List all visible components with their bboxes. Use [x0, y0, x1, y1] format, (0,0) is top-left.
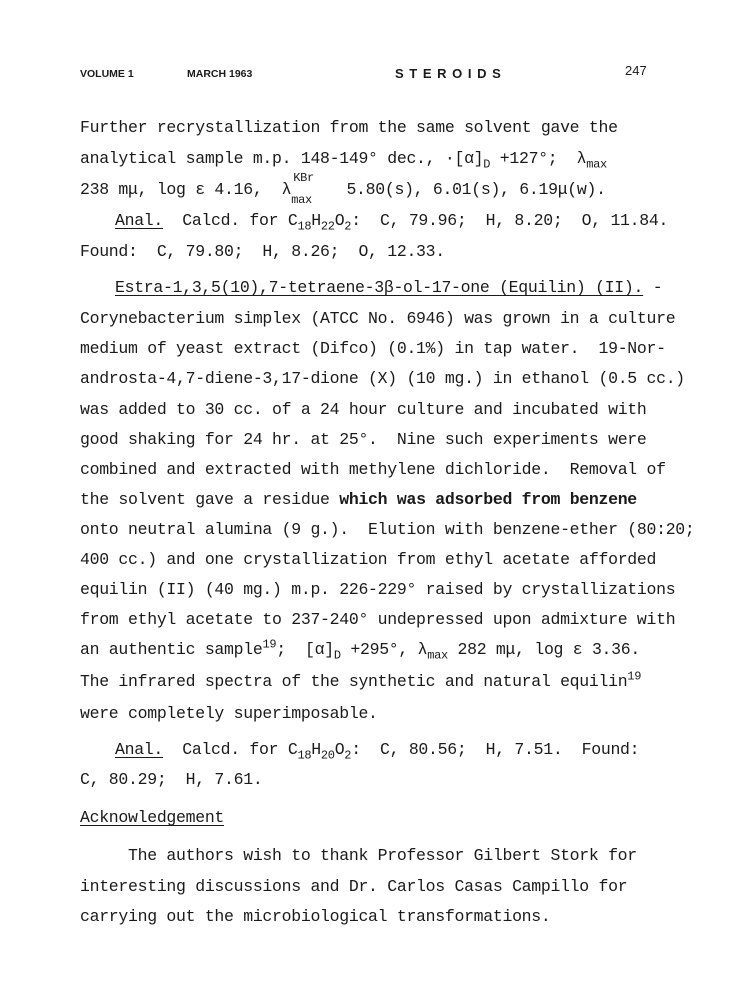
equilin-line2: medium of yeast extract (Difco) (0.1%) in tap water. 19-Nor- — [80, 339, 666, 358]
equilin-line8: onto neutral alumina (9 g.). Elution with benzene-ether (80:20; — [80, 520, 695, 539]
ack-line3: carrying out the microbiological transformations. — [80, 907, 551, 926]
date-label: MARCH 1963 — [187, 68, 253, 80]
equilin-line14: were completely superimposable. — [80, 704, 378, 723]
journal-title: S T E R O I D S — [395, 66, 502, 81]
para1-line1: Further recrystallization from the same solvent gave the — [80, 118, 618, 137]
anal1-calcd: Anal. Calcd. for $C_{18}H_{22}O_2$: C, 79.96; H, 8.20; O, 11.84. — [115, 211, 669, 234]
anal2-calcd: Anal. Calcd. for $C_{18}H_{20}O_2$: C, 80.56; H, 7.51. Found: — [115, 740, 640, 763]
equilin-line9: 400 cc.) and one crystallization from ethyl acetate afforded — [80, 550, 657, 569]
equilin-line10: equilin (II) (40 mg.) m.p. 226-229° raised by crystallizations — [80, 580, 676, 599]
equilin-line5: good shaking for 24 hr. at 25°. Nine such experiments were — [80, 430, 647, 449]
equilin-line11: from ethyl acetate to 237-240° undepressed upon admixture with — [80, 610, 676, 629]
para1-line3: 238 mμ, log ε 4.16, λ KBr max 5.80(s), 6.01(s), 6.19μ(w). — [80, 171, 606, 207]
equilin-line4: was added to 30 cc. of a 24 hour culture and incubated with — [80, 400, 647, 419]
equilin-line12: an authentic sample$^{19}$; $[\alpha]_D +295^\circ$, $\lambda_{max}$ 282 mμ, log ε 3.36. — [80, 637, 640, 663]
page-number: 247 — [625, 63, 647, 78]
ack-line1: The authors wish to thank Professor Gilbert Stork for — [128, 846, 637, 865]
anal2-found: C, 80.29; H, 7.61. — [80, 770, 263, 789]
equilin-line13: The infrared spectra of the synthetic and natural equilin$^{19}$ — [80, 669, 642, 691]
volume-label: VOLUME 1 — [80, 68, 134, 80]
ack-line2: interesting discussions and Dr. Carlos Casas Campillo for — [80, 877, 628, 896]
para1-line2: analytical sample m.p. 148-149° dec., $\cdot[\alpha]_D +127^\circ$; $\lambda_{max}$ — [80, 149, 607, 172]
equilin-heading: Estra-1,3,5(10),7-tetraene-3β-ol-17-one (Equilin) (II). - — [115, 278, 663, 297]
anal1-found: Found: C, 79.80; H, 8.26; O, 12.33. — [80, 242, 445, 261]
equilin-line1: Corynebacterium simplex (ATCC No. 6946) was grown in a culture — [80, 309, 676, 328]
equilin-line3: androsta-4,7-diene-3,17-dione (X) (10 mg.) in ethanol (0.5 cc.) — [80, 369, 685, 388]
equilin-line7: the solvent gave a residue which was adsorbed from benzene — [80, 490, 637, 509]
acknowledgement-heading: Acknowledgement — [80, 808, 225, 827]
equilin-line6: combined and extracted with methylene dichloride. Removal of — [80, 460, 666, 479]
